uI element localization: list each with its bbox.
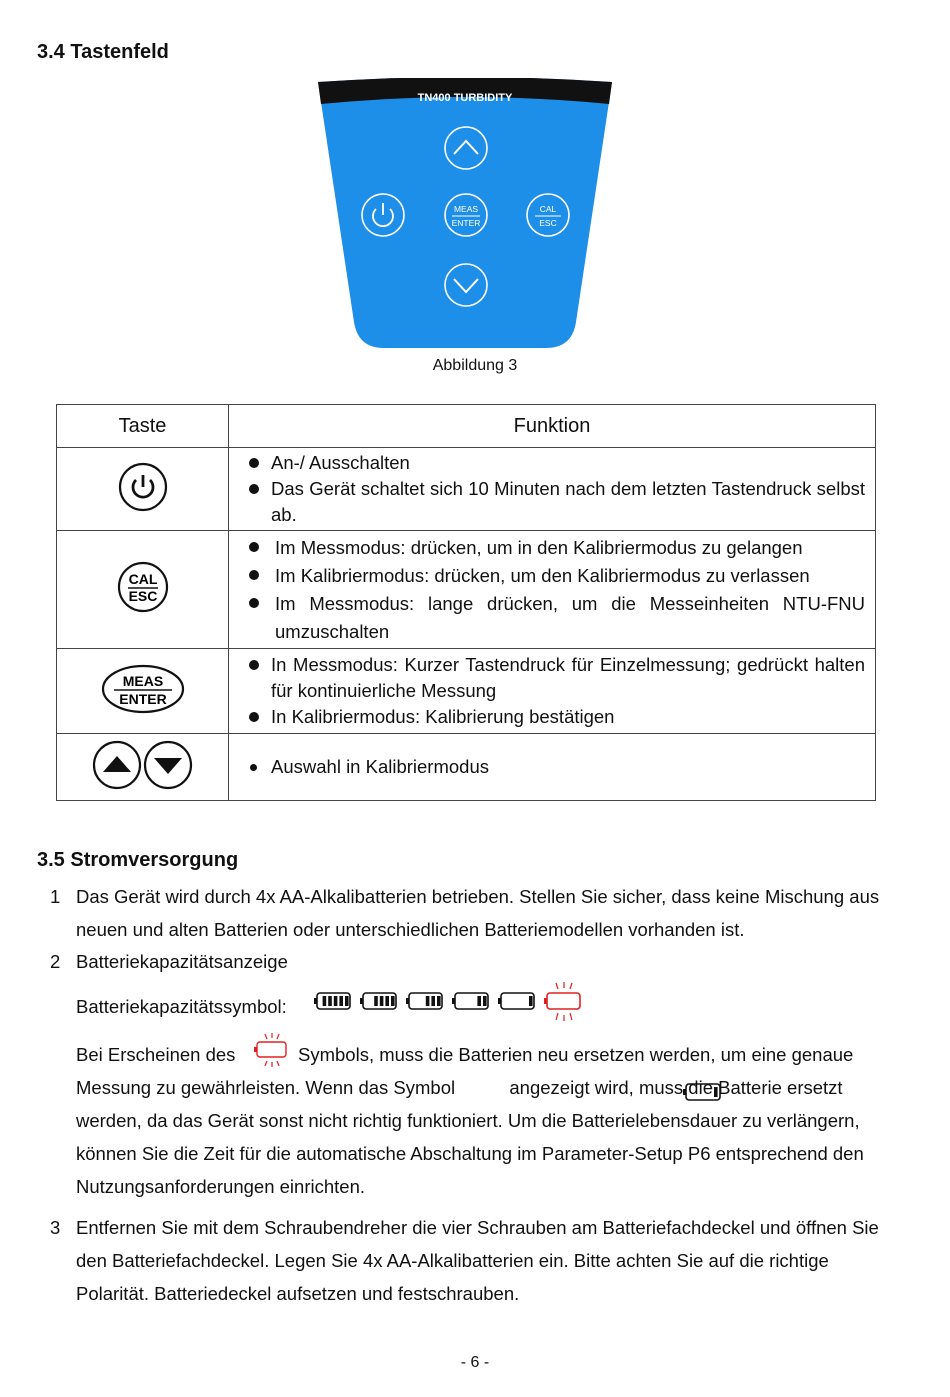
function-item: Im Messmodus: drücken, um in den Kalibriermodus zu gelangen <box>229 534 865 562</box>
battery-paragraph <box>76 1038 906 1203</box>
keypad-label: TN400 TURBIDITY <box>417 92 513 104</box>
function-item: An-/ Ausschalten <box>229 450 865 476</box>
key-cell <box>57 649 229 734</box>
enter-label: ENTER <box>118 690 167 707</box>
column-header-function: Funktion <box>229 405 876 448</box>
function-item: Das Gerät schaltet sich 10 Minuten nach dem letzten Tastendruck selbst ab. <box>229 476 865 528</box>
section-heading: 3.4 Tastenfeld <box>37 41 169 63</box>
function-item: In Kalibriermodus: Kalibrierung bestätigen <box>229 704 865 730</box>
table-header-row <box>57 405 876 448</box>
battery-level-icon <box>314 993 350 1009</box>
keypad-meas-label: MEAS <box>453 204 479 214</box>
list-item-title: Batteriekapazitätsanzeige <box>76 951 288 972</box>
column-header-key: Taste <box>57 405 229 448</box>
table-row <box>57 448 876 531</box>
battery-one-bar-icon-slot <box>460 1079 504 1099</box>
keypad-enter-label: ENTER <box>451 218 481 228</box>
battery-level-icon <box>452 993 488 1009</box>
function-cell <box>229 531 876 649</box>
meas-label: MEAS <box>122 672 163 689</box>
battery-level-icon <box>360 993 396 1009</box>
function-item: Im Messmodus: lange drücken, um die Messeinheiten NTU-FNU umzuschalten <box>229 590 865 646</box>
function-item: In Messmodus: Kurzer Tastendruck für Einzelmessung; gedrückt halten für kontinuierliche Messung <box>229 652 865 704</box>
battery-text-c: angezeigt wird, muss die Batterie ersetzt werden, da das Gerät sonst nicht richtig funktioniert. Um die Batterielebensdauer zu verlängern, können Sie die Zeit für die automatische Abschaltung im Parameter-Setup P6 entsprechend den Nutzungsanforderungen einrichten. <box>76 1077 864 1197</box>
table-row <box>57 734 876 801</box>
cal-esc-button-icon <box>116 560 170 614</box>
function-cell <box>229 448 876 531</box>
cal-label: CAL <box>128 571 157 587</box>
battery-text-b: Symbols, muss die Batterien neu ersetzen werden, um eine genaue Messung zu gewährleisten. Wenn das Symbol <box>76 1044 854 1098</box>
list-number: 1 <box>50 886 61 907</box>
figure-caption: Abbildung 3 <box>432 357 518 374</box>
key-cell <box>57 448 229 531</box>
function-cell <box>229 649 876 734</box>
battery-level-icon <box>498 993 534 1009</box>
battery-empty-icon <box>544 982 580 1021</box>
list-number: 2 <box>50 951 61 972</box>
function-cell <box>229 734 876 801</box>
battery-levels-icon <box>312 982 584 1022</box>
section-heading: 3.5 Stromversorgung <box>37 849 239 871</box>
key-function-table <box>56 404 876 801</box>
list-item-text: Das Gerät wird durch 4x AA-Alkalibatterien betrieben. Stellen Sie sicher, dass keine Mischung aus neuen und alten Batterien oder unterschiedlichen Batteriemodellen vorhanden ist. <box>76 886 880 940</box>
keypad-illustration <box>316 78 614 350</box>
battery-symbol-label: Batteriekapazitätssymbol: <box>76 996 287 1017</box>
battery-text-a: Bei Erscheinen des <box>76 1044 236 1065</box>
keypad-esc-label: ESC <box>539 218 557 228</box>
battery-level-icon <box>406 993 442 1009</box>
function-item: Auswahl in Kalibriermodus <box>229 754 865 780</box>
table-row <box>57 649 876 734</box>
list-item-text: Entfernen Sie mit dem Schraubendreher die vier Schrauben am Batteriefachdeckel und öffnen Sie den Batteriefachdeckel. Legen Sie 4x AA-Alkalibatterien ein. Bitte achten Sie auf die richtige Polarität. Batteriedeckel aufsetzen und festschrauben. <box>76 1217 879 1304</box>
power-button-icon <box>117 461 169 513</box>
keypad-cal-label: CAL <box>539 204 557 214</box>
esc-label: ESC <box>128 588 157 604</box>
key-cell <box>57 531 229 649</box>
list-number: 3 <box>50 1217 61 1238</box>
up-down-arrow-buttons-icon <box>91 739 195 791</box>
meas-enter-button-icon <box>100 663 186 715</box>
table-row <box>57 531 876 649</box>
function-item: Im Kalibriermodus: drücken, um den Kalibriermodus zu verlassen <box>229 562 865 590</box>
page-number: - 6 - <box>460 1354 490 1371</box>
key-cell <box>57 734 229 801</box>
